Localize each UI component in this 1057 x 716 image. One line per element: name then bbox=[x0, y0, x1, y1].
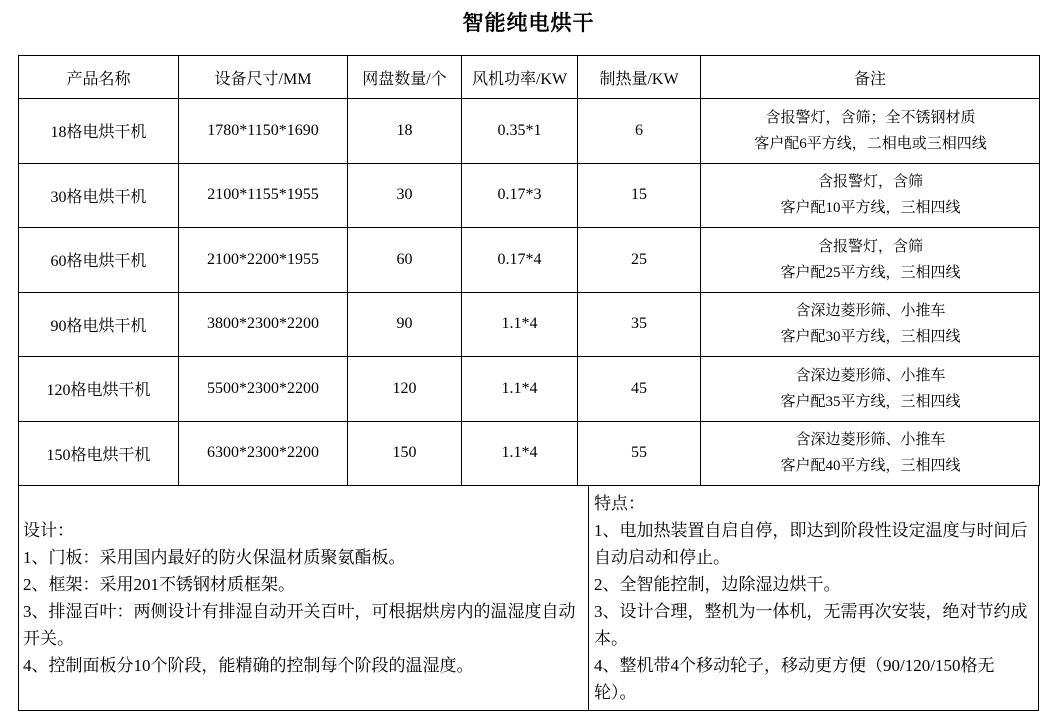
design-item: 1、门板：采用国内最好的防火保温材质聚氨酯板。 bbox=[23, 547, 406, 567]
design-heading: 设计： bbox=[23, 520, 74, 540]
design-item: 3、排湿百叶：两侧设计有排湿自动开关百叶，可根据烘房内的温湿度自动开关。 bbox=[23, 601, 576, 648]
header-heating-capacity: 制热量/KW bbox=[578, 56, 701, 99]
fan-power-cell: 0.17*4 bbox=[462, 228, 578, 293]
design-item: 4、控制面板分10个阶段，能精确的控制每个阶段的温湿度。 bbox=[23, 655, 474, 675]
features-item: 4、整机带4个移动轮子，移动更方便（90/120/150格无轮）。 bbox=[594, 655, 995, 702]
tray-count-cell: 30 bbox=[348, 163, 462, 228]
table-row bbox=[19, 228, 1040, 293]
features-heading: 特点： bbox=[594, 493, 645, 513]
remark-line: 客户配35平方线，三相四线 bbox=[780, 393, 961, 410]
header-tray-count: 网盘数量/个 bbox=[348, 56, 462, 99]
tray-count-cell: 18 bbox=[348, 99, 462, 164]
fan-power-cell: 0.35*1 bbox=[462, 99, 578, 164]
header-equipment-size: 设备尺寸/MM bbox=[179, 56, 348, 99]
features-notes-cell bbox=[589, 485, 1038, 710]
page-title: 智能纯电烘干 bbox=[462, 11, 595, 35]
remark-line: 含深边菱形筛、小推车 bbox=[795, 367, 946, 384]
remark-line: 含报警灯，含筛 bbox=[817, 174, 923, 191]
tray-count-cell: 150 bbox=[348, 421, 462, 486]
product-name-cell: 30格电烘干机 bbox=[19, 163, 179, 228]
heat-cell: 55 bbox=[578, 421, 701, 486]
size-cell: 5500*2300*2200 bbox=[179, 357, 348, 422]
tray-count-cell: 120 bbox=[348, 357, 462, 422]
design-item: 2、框架：采用201不锈钢材质框架。 bbox=[23, 574, 295, 594]
fan-power-cell: 1.1*4 bbox=[462, 357, 578, 422]
remark-cell bbox=[701, 99, 1040, 164]
table-row bbox=[19, 357, 1040, 422]
header-remarks: 备注 bbox=[701, 56, 1040, 99]
table-header-row bbox=[19, 56, 1040, 99]
heat-cell: 25 bbox=[578, 228, 701, 293]
fan-power-cell: 1.1*4 bbox=[462, 421, 578, 486]
header-fan-power: 风机功率/KW bbox=[462, 56, 578, 99]
remark-cell bbox=[701, 228, 1040, 293]
remark-line: 含报警灯，含筛 bbox=[817, 238, 923, 255]
heat-cell: 35 bbox=[578, 292, 701, 357]
features-item: 3、设计合理，整机为一体机，无需再次安装，绝对节约成本。 bbox=[594, 601, 1028, 648]
remark-line: 客户配40平方线，三相四线 bbox=[780, 458, 961, 475]
heat-cell: 6 bbox=[578, 99, 701, 164]
table-row bbox=[19, 163, 1040, 228]
heat-cell: 45 bbox=[578, 357, 701, 422]
tray-count-cell: 60 bbox=[348, 228, 462, 293]
remark-line: 客户配30平方线，三相四线 bbox=[780, 329, 961, 346]
remark-line: 客户配25平方线，三相四线 bbox=[780, 264, 961, 281]
heat-cell: 15 bbox=[578, 163, 701, 228]
size-cell: 2100*2200*1955 bbox=[179, 228, 348, 293]
table-row bbox=[19, 99, 1040, 164]
fan-power-cell: 1.1*4 bbox=[462, 292, 578, 357]
remark-cell bbox=[701, 163, 1040, 228]
features-item: 1、电加热装置自启自停，即达到阶段性设定温度与时间后自动启动和停止。 bbox=[594, 520, 1028, 567]
notes-section bbox=[18, 485, 1039, 711]
table-row bbox=[19, 292, 1040, 357]
remark-cell bbox=[701, 292, 1040, 357]
product-name-cell: 60格电烘干机 bbox=[19, 228, 179, 293]
size-cell: 1780*1150*1690 bbox=[179, 99, 348, 164]
product-name-cell: 120格电烘干机 bbox=[19, 357, 179, 422]
product-name-cell: 150格电烘干机 bbox=[19, 421, 179, 486]
remark-cell bbox=[701, 357, 1040, 422]
fan-power-cell: 0.17*3 bbox=[462, 163, 578, 228]
remark-line: 含深边菱形筛、小推车 bbox=[795, 303, 946, 320]
table-row bbox=[19, 421, 1040, 486]
remark-line: 客户配10平方线，三相四线 bbox=[780, 200, 961, 217]
product-spec-table bbox=[18, 55, 1040, 486]
product-name-cell: 90格电烘干机 bbox=[19, 292, 179, 357]
remark-line: 客户配6平方线，二相电或三相四线 bbox=[754, 135, 987, 152]
size-cell: 3800*2300*2200 bbox=[179, 292, 348, 357]
size-cell: 6300*2300*2200 bbox=[179, 421, 348, 486]
product-name-cell: 18格电烘干机 bbox=[19, 99, 179, 164]
design-notes-cell bbox=[19, 485, 589, 710]
remark-line: 含深边菱形筛、小推车 bbox=[795, 432, 946, 449]
remark-cell bbox=[701, 421, 1040, 486]
tray-count-cell: 90 bbox=[348, 292, 462, 357]
header-product-name: 产品名称 bbox=[19, 56, 179, 99]
features-item: 2、全智能控制，边除湿边烘干。 bbox=[594, 574, 841, 594]
size-cell: 2100*1155*1955 bbox=[179, 163, 348, 228]
remark-line: 含报警灯，含筛；全不锈钢材质 bbox=[765, 109, 976, 126]
